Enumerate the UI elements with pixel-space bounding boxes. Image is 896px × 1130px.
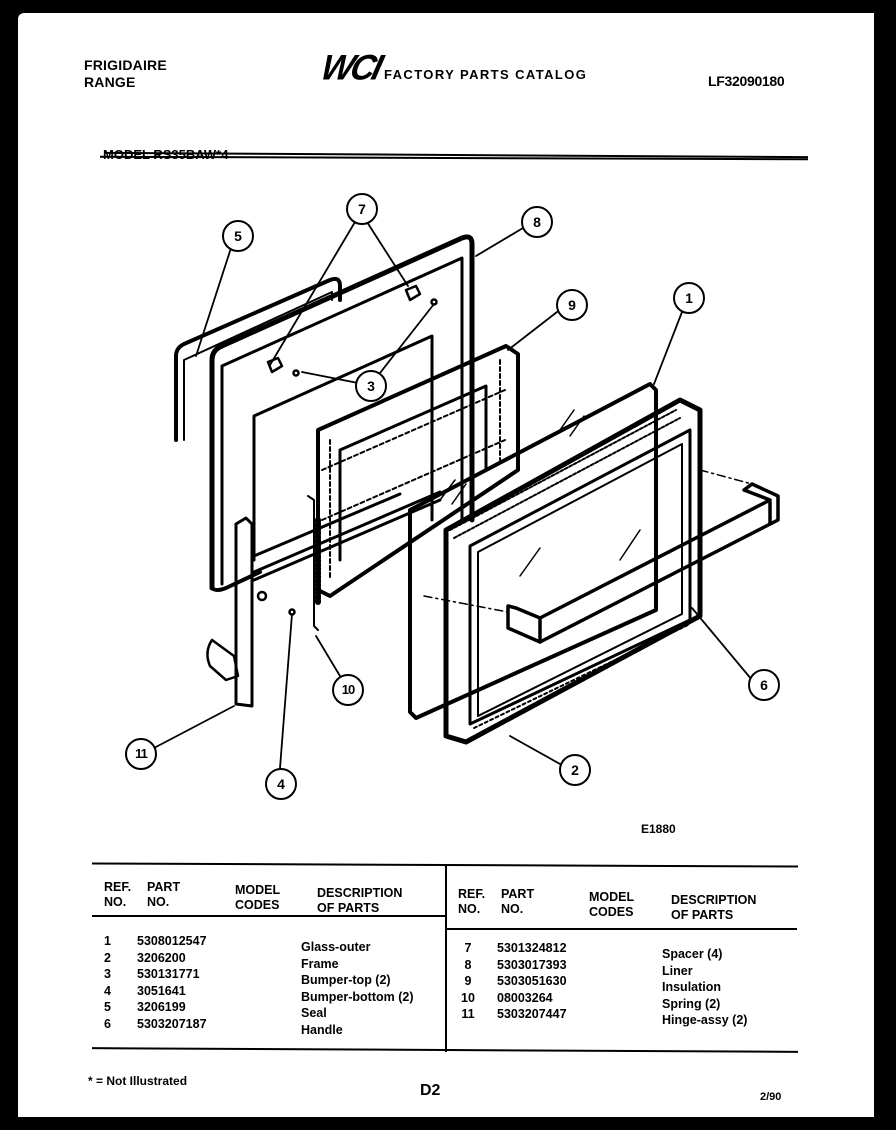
revision-date: 2/90 (760, 1091, 782, 1103)
right-ref-column (458, 941, 478, 1024)
header-text: CODES (235, 898, 280, 912)
table-cell-description: Bumper-top (2) (301, 973, 391, 987)
col-description-right (671, 893, 756, 923)
col-model-codes-right (589, 890, 634, 920)
table-cell-part[interactable]: 5303207187 (137, 1016, 207, 1031)
table-cell-ref: 1 (104, 934, 111, 948)
table-cell-ref: 9 (464, 974, 472, 988)
col-description-left (317, 886, 402, 916)
table-cell-part[interactable]: 08003264 (497, 990, 553, 1005)
table-cell-description: Handle (301, 1022, 343, 1037)
table-cell-ref: 5 (104, 1000, 111, 1014)
table-cell-description: Glass-outer (301, 940, 371, 954)
table-cell-part[interactable]: 5303207447 (497, 1007, 567, 1021)
table-cell-description: Bumper-bottom (2) (301, 989, 414, 1004)
right-part-column (497, 941, 567, 1024)
catalog-title: FACTORY PARTS CATALOG (384, 67, 588, 82)
table-cell-part[interactable]: 5301324812 (497, 941, 567, 955)
header-text: REF. (458, 887, 486, 901)
table-cell-description: Spacer (4) (662, 947, 723, 961)
header-text: NO. (501, 902, 524, 916)
left-description-column (301, 940, 414, 1039)
callout-6[interactable]: 6 (748, 669, 780, 701)
table-cell-part[interactable]: 530131771 (137, 967, 200, 981)
header-text: REF. (104, 880, 132, 894)
table-cell-part[interactable]: 3206199 (137, 1000, 186, 1014)
left-ref-column (104, 934, 118, 1033)
page-code: D2 (420, 1082, 441, 1099)
callout-2[interactable]: 2 (559, 754, 591, 786)
table-cell-part[interactable]: 3206200 (137, 950, 186, 965)
callout-4[interactable]: 4 (265, 768, 297, 800)
right-description-column (662, 947, 747, 1030)
brand-name: FRIGIDAIRE (84, 57, 167, 73)
table-cell-ref: 2 (104, 950, 111, 965)
callout-8[interactable]: 8 (521, 206, 553, 238)
header-text: MODEL (235, 883, 281, 897)
right-header-rule (447, 928, 797, 930)
table-cell-description: Insulation (662, 980, 722, 994)
table-center-divider (445, 866, 447, 1052)
table-cell-ref: 8 (464, 957, 472, 972)
header-text: PART (147, 880, 181, 894)
table-cell-part[interactable]: 5303017393 (497, 957, 567, 972)
header-text: NO. (104, 895, 127, 909)
header-text: DESCRIPTION (671, 893, 757, 907)
col-ref-no-right (458, 887, 485, 917)
table-cell-ref: 4 (104, 983, 111, 998)
catalog-number: LF32090180 (708, 73, 785, 89)
table-cell-description: Spring (2) (662, 996, 721, 1011)
callout-10[interactable]: 10 (332, 674, 364, 706)
table-cell-ref: 7 (464, 941, 472, 955)
callout-5[interactable]: 5 (222, 220, 254, 252)
header-text: OF PARTS (317, 901, 380, 915)
callout-7[interactable]: 7 (346, 193, 378, 225)
header-text: NO. (147, 895, 170, 909)
table-cell-part[interactable]: 3051641 (137, 983, 186, 998)
header-text: PART (501, 887, 535, 901)
table-cell-part[interactable]: 5308012547 (137, 934, 207, 948)
left-part-column (137, 934, 207, 1033)
table-cell-ref: 11 (461, 1007, 475, 1021)
product-type: RANGE (84, 74, 136, 90)
table-cell-ref: 10 (461, 990, 475, 1005)
callout-3[interactable]: 3 (355, 370, 387, 402)
header-text: OF PARTS (671, 908, 734, 922)
table-cell-description: Hinge-assy (2) (662, 1013, 748, 1027)
table-cell-description: Seal (301, 1006, 327, 1020)
table-cell-description: Liner (662, 963, 693, 978)
table-cell-ref: 6 (104, 1016, 111, 1031)
model-label: MODEL RS35BAW*4 (103, 147, 229, 162)
callout-1[interactable]: 1 (673, 282, 705, 314)
col-part-no-right (501, 887, 534, 917)
header-text: MODEL (589, 890, 635, 904)
callout-11[interactable]: 11 (125, 738, 157, 770)
header-text: NO. (458, 902, 481, 916)
figure-code: E1880 (641, 822, 676, 836)
table-cell-description: Frame (301, 956, 339, 971)
callout-9[interactable]: 9 (556, 289, 588, 321)
col-model-codes-left (235, 883, 280, 913)
wci-logo: WCI (317, 48, 385, 88)
col-ref-no-left (104, 880, 131, 910)
table-cell-ref: 3 (104, 967, 111, 981)
not-illustrated-note: * = Not Illustrated (88, 1074, 188, 1088)
header-text: DESCRIPTION (317, 886, 403, 900)
table-cell-part[interactable]: 5303051630 (497, 974, 567, 988)
col-part-no-left (147, 880, 180, 910)
header-text: CODES (589, 905, 634, 919)
